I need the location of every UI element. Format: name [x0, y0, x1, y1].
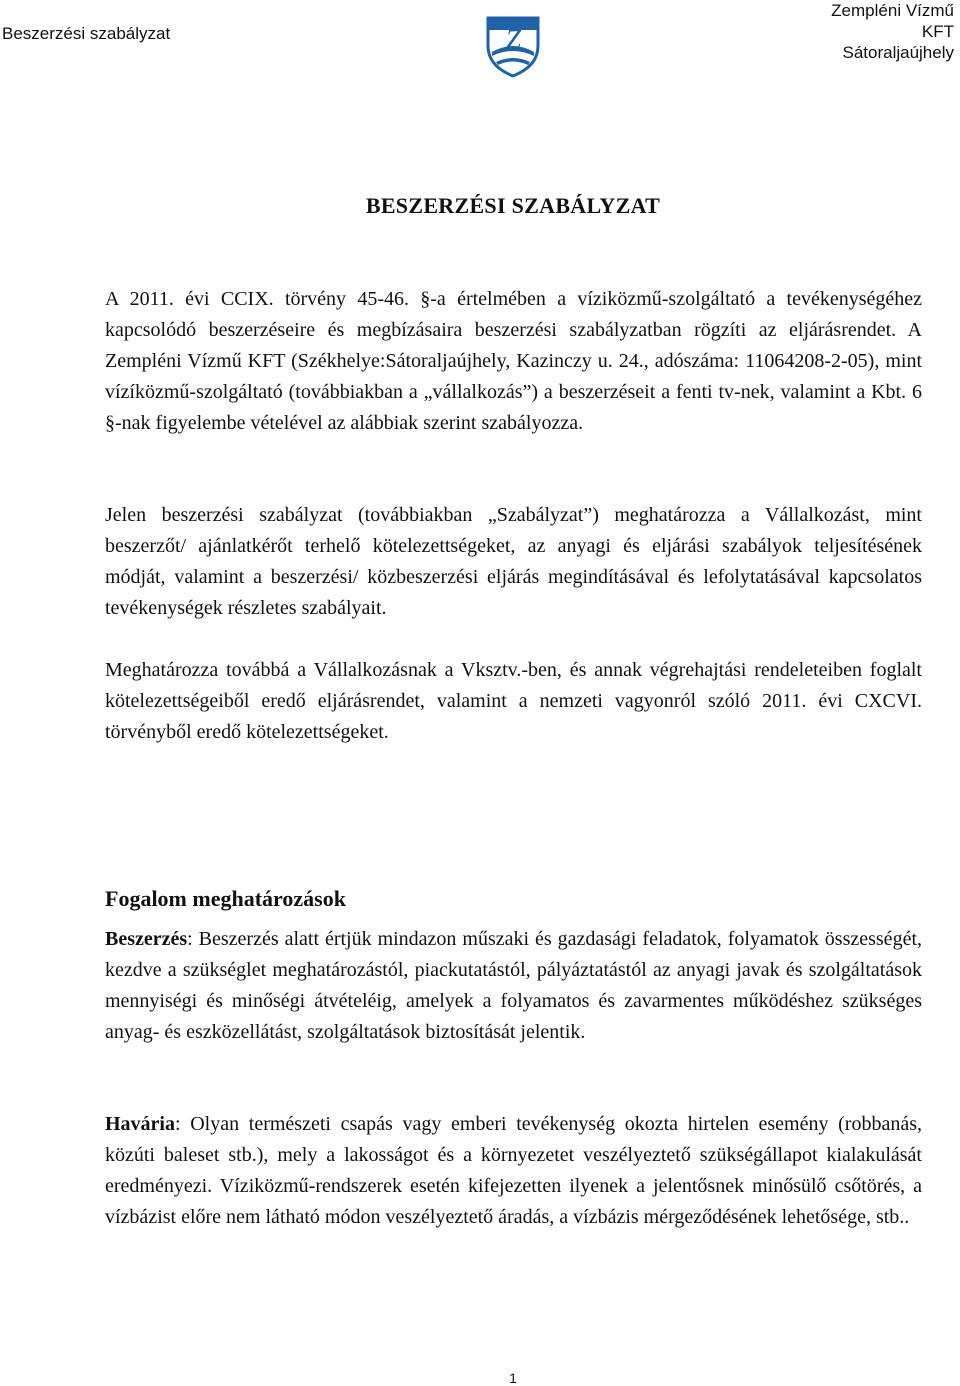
definition-term: Havária [105, 1113, 175, 1135]
document-title: BESZERZÉSI SZABÁLYZAT [365, 193, 661, 218]
obligations-paragraph: Meghatározza továbbá a Vállalkozásnak a Vksztv.-ben, és annak végrehajtási rendeleteiben foglalt kötelezettségeiből eredő eljárásrendet, valamint a nemzeti vagyonról szóló 2011. évi CXCVI. törvényből eredő kötelezettségeket. [105, 659, 922, 743]
definition-procurement [105, 924, 922, 1048]
page-number: 1 [509, 1370, 517, 1386]
company-city: Sátoraljaújhely [842, 43, 954, 62]
definition-emergency [105, 1109, 922, 1233]
definition-text: : Beszerzés alatt értjük mindazon műszaki és gazdasági feladatok, folyamatok összességét, kezdve a szükséglet meghatározástól, piackutatástól, pályáztatástól az anyagi javak és szolgáltatások mennyiségi és minőségi átvételéig, amelyek a folyamatos és zavarmentes működéshez szükséges anyag- és eszközellátást, szolgáltatások biztosítását jelentik. [105, 928, 922, 1043]
header-company-block [754, 0, 954, 63]
intro-paragraph: A 2011. évi CCIX. törvény 45-46. §-a értelmében a víziközmű-szolgáltató a tevékenységéhez kapcsolódó beszerzéseire és megbízásaira beszerzési szabályzatban rögzíti az eljárásrendet. A Zempléni Vízmű KFT (Székhelye:Sátoraljaújhely, Kazinczy u. 24., adószáma: 11064208-2-05), mint vízíközmű-szolgáltató (továbbiakban a „vállalkozás”) a beszerzéseit a fenti tv-nek, valamint a Kbt. 6 §-nak figyelembe vételével az alábbiak szerint szabályozza. [105, 288, 922, 434]
definition-text: : Olyan természeti csapás vagy emberi tevékenység okozta hirtelen esemény (robbanás, közúti baleset stb.), mely a lakosságot és a környezetet veszélyeztető szükségállapot kialakulását eredményezi. Víziközmű-rendszerek esetén kifejezetten ilyenek a jelentősnek minősülő csőtörés, a vízbázist előre nem látható módon veszélyeztető áradás, a vízbázis mérgeződésének lehetősége, stb.. [105, 1113, 922, 1228]
definition-term: Beszerzés [105, 928, 188, 950]
company-name: Zempléni Vízmű [831, 1, 954, 20]
scope-paragraph: Jelen beszerzési szabályzat (továbbiakban „Szabályzat”) meghatározza a Vállalkozást, mint beszerzőt/ ajánlatkérőt terhelő kötelezettségeket, az anyagi és eljárási szabályok teljesítésének módját, valamint a beszerzési/ közbeszerzési eljárás megindításával és lefolytatásával kapcsolatos tevékenységek részletes szabályait. [105, 504, 922, 619]
company-logo [486, 16, 540, 78]
header-document-title: Beszerzési szabályzat [2, 24, 171, 43]
company-form: KFT [921, 22, 954, 41]
logo-letter: Z [505, 25, 521, 56]
definitions-heading: Fogalom meghatározások [105, 886, 346, 911]
